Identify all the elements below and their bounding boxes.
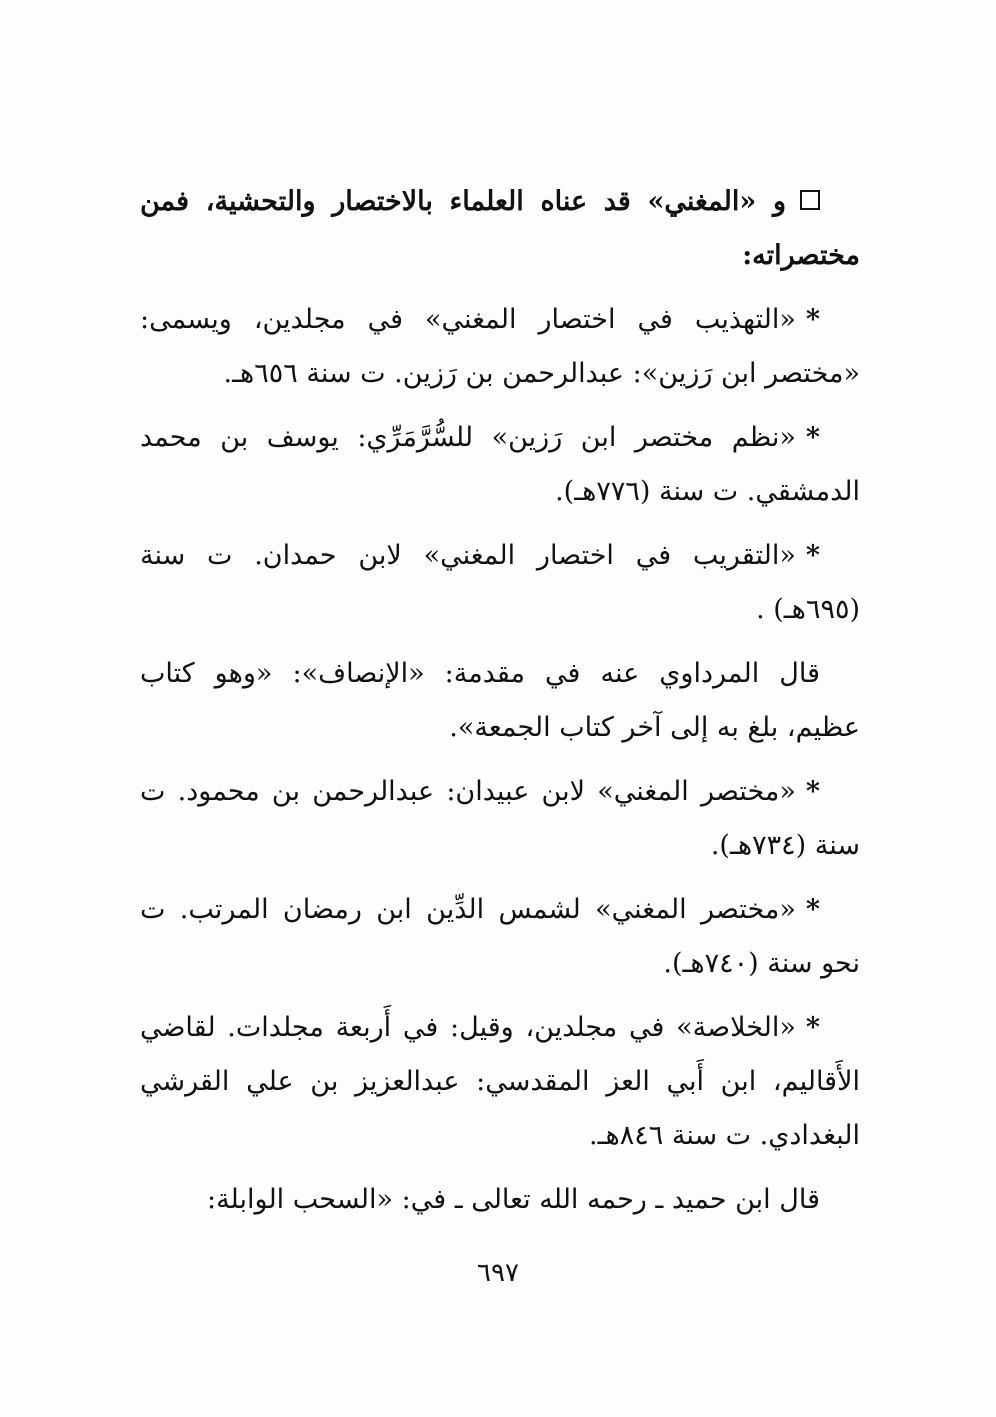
paragraph-ibn-humayd <box>140 1173 860 1227</box>
paragraph-khulasa <box>140 1001 860 1163</box>
paragraph-text: «مختصر المغني» لشمس الدِّين ابن رمضان المرتب. ت نحو سنة (٧٤٠هـ). <box>140 894 860 979</box>
paragraph-text: قال ابن حميد ـ رحمه الله تعالى ـ في: «السحب الوابلة: <box>206 1184 820 1215</box>
square-bullet-icon <box>800 190 820 210</box>
paragraph-taqrib <box>140 529 860 637</box>
paragraph-text: «الخلاصة» في مجلدين، وقيل: في أَربعة مجلدات. لقاضي الأَقاليم، ابن أَبي العز المقدسي: عبدالعزيز بن علي القرشي البغدادي. ت سنة ٨٤٦هـ. <box>140 1012 860 1151</box>
asterisk-bullet: * <box>805 776 820 807</box>
text-column <box>140 175 860 1237</box>
asterisk-bullet: * <box>805 1012 820 1043</box>
paragraph-tahdhib <box>140 293 860 401</box>
paragraph-mardawi <box>140 647 860 755</box>
asterisk-bullet: * <box>805 304 820 335</box>
asterisk-bullet: * <box>805 894 820 925</box>
page-number: ٦٩٧ <box>477 1258 519 1288</box>
paragraph-intro <box>140 175 860 283</box>
paragraph-ibn-ramadan <box>140 883 860 991</box>
paragraph-text: قال المرداوي عنه في مقدمة: «الإنصاف»: «وهو كتاب عظيم، بلغ به إلى آخر كتاب الجمعة». <box>140 658 860 743</box>
paragraph-text: و «المغني» قد عناه العلماء بالاختصار والتحشية، فمن مختصراته: <box>140 186 860 271</box>
paragraph-ibn-ubaydan <box>140 765 860 873</box>
asterisk-bullet: * <box>805 422 820 453</box>
paragraph-text: «التهذيب في اختصار المغني» في مجلدين، ويسمى: «مختصر ابن رَزين»: عبدالرحمن بن رَزين. ت سنة ٦٥٦هـ. <box>140 304 860 389</box>
paragraph-text: «نظم مختصر ابن رَزين» للسُّرَّمَرِّي: يوسف بن محمد الدمشقي. ت سنة (٧٧٦هـ). <box>140 422 860 507</box>
asterisk-bullet: * <box>805 540 820 571</box>
paragraph-text: «مختصر المغني» لابن عبيدان: عبدالرحمن بن محمود. ت سنة (٧٣٤هـ). <box>140 776 860 861</box>
paragraph-text: «التقريب في اختصار المغني» لابن حمدان. ت سنة (٦٩٥هـ) . <box>140 540 860 625</box>
paragraph-nazm <box>140 411 860 519</box>
